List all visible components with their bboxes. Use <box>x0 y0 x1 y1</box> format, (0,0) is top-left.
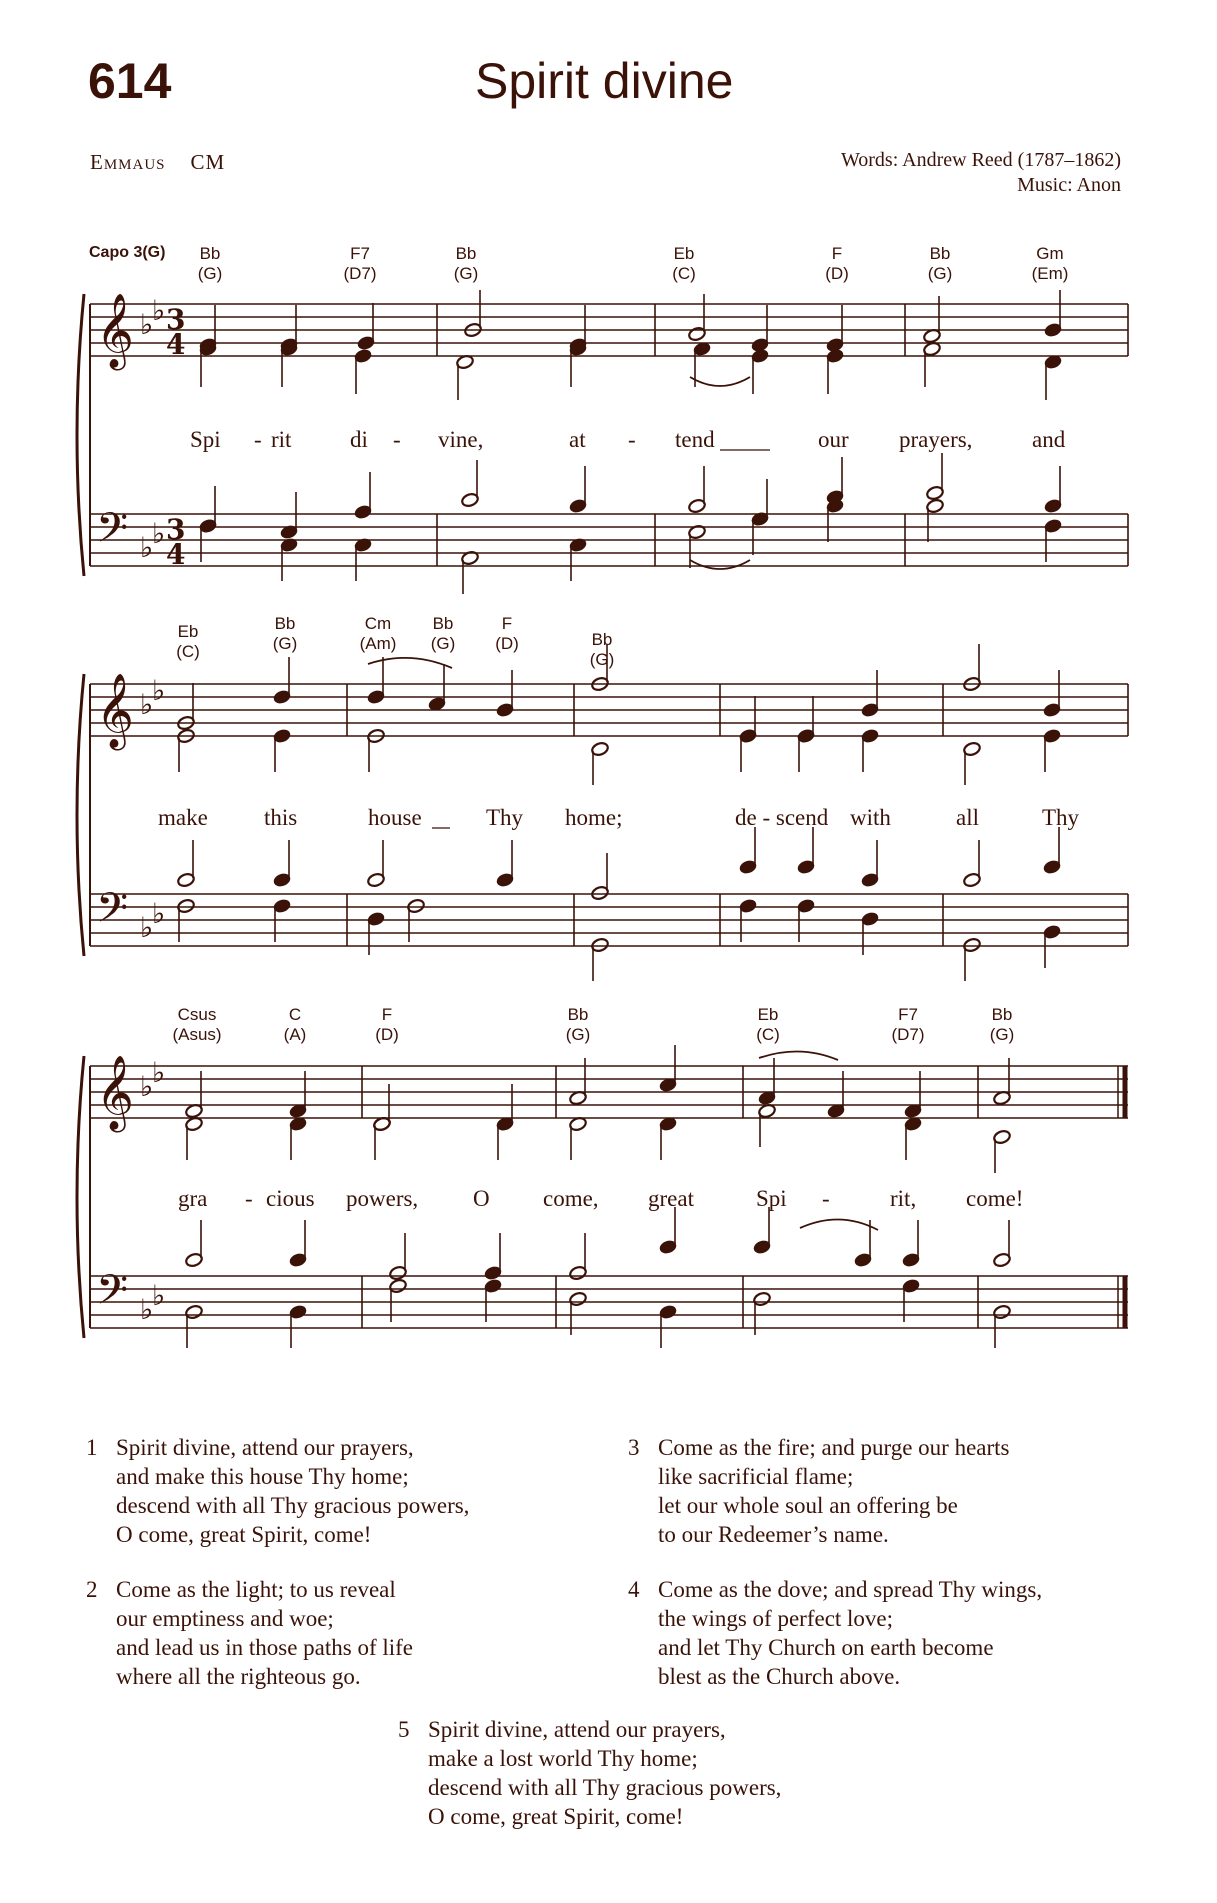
bass-clef: 𝄢 <box>96 504 129 562</box>
music-credit: Music: Anon <box>1017 174 1121 196</box>
hymn-number: 614 <box>88 53 172 109</box>
lyric-syllable: vine, <box>438 427 484 452</box>
lyric-syllable: rit <box>271 427 292 452</box>
verse-line: and let Thy Church on earth become <box>658 1635 994 1660</box>
lyric-syllable: - <box>628 427 636 452</box>
lyric-syllable: Thy <box>1042 805 1080 830</box>
lyric-syllable: prayers, <box>899 427 973 452</box>
verse-2 <box>86 1575 414 1691</box>
chord: Gm (Em) <box>1031 244 1069 283</box>
brace <box>77 1056 84 1338</box>
verse-line: let our whole soul an offering be <box>658 1493 958 1518</box>
chord: Csus (Asus) <box>172 1005 222 1044</box>
verse-line: to our Redeemer’s name. <box>658 1522 889 1547</box>
time-signature: 4 <box>166 538 186 571</box>
chord: Eb (C) <box>176 622 200 661</box>
verse-line: and lead us in those paths of life <box>116 1635 414 1660</box>
verse-line: Come as the light; to us reveal <box>116 1577 396 1602</box>
lyric-syllable: come, <box>543 1186 599 1211</box>
tune-name: Emmaus <box>90 150 166 174</box>
chord: F7 (D7) <box>891 1005 925 1044</box>
lyric-syllable: great <box>648 1186 694 1211</box>
chord: Cm (Am) <box>359 614 397 653</box>
verse-line: Come as the dove; and spread Thy wings, <box>658 1577 1043 1602</box>
chord: Eb (C) <box>672 244 696 283</box>
lyric-syllable: Spi <box>190 427 221 452</box>
verse-number: 1 <box>86 1435 98 1460</box>
chord: Bb (G) <box>197 244 223 283</box>
flat-sign: ♭ <box>152 1279 166 1312</box>
lyric-syllable: at <box>569 427 586 452</box>
flat-sign: ♭ <box>152 1056 166 1089</box>
flat-sign: ♭ <box>140 911 154 944</box>
verse-line: the wings of perfect love; <box>658 1606 894 1631</box>
flat-sign: ♭ <box>152 674 166 707</box>
flat-sign: ♭ <box>140 308 154 341</box>
lyric-syllable: - <box>393 427 401 452</box>
chord: F (D) <box>375 1005 399 1044</box>
lyric-syllable: our <box>818 427 849 452</box>
chord: F7 (D7) <box>343 244 377 283</box>
chord: Bb (G) <box>589 630 615 669</box>
verse-5 <box>398 1715 782 1831</box>
lyric-syllable: all <box>956 805 979 830</box>
lyric-syllable: make <box>158 805 208 830</box>
bass-clef: 𝄢 <box>96 884 129 942</box>
chord: Bb (G) <box>272 614 298 653</box>
slur <box>800 1219 878 1230</box>
chord: F (D) <box>825 244 849 283</box>
bass-clef: 𝄢 <box>96 1266 129 1324</box>
verse-line: Come as the fire; and purge our hearts <box>658 1435 1010 1460</box>
brace <box>77 294 84 576</box>
lyric-syllable: rit, <box>890 1186 917 1211</box>
verse-4 <box>628 1575 1043 1691</box>
lyric-syllable: - <box>822 1186 830 1211</box>
lyric-syllable: Spi <box>756 1186 787 1211</box>
chord: C (A) <box>283 1005 307 1044</box>
verse-3 <box>628 1433 1010 1549</box>
chord: Bb (G) <box>430 614 456 653</box>
flat-sign: ♭ <box>152 294 166 327</box>
lyric-syllable: gra <box>178 1186 208 1211</box>
chord: Bb (G) <box>989 1005 1015 1044</box>
hymn-title: Spirit divine <box>475 53 734 109</box>
lyric-syllable: and <box>1032 427 1066 452</box>
verse-line: make a lost world Thy home; <box>428 1746 698 1771</box>
slur <box>690 560 750 569</box>
verse-line: O come, great Spirit, come! <box>428 1804 684 1829</box>
lyric-syllable: de - scend <box>735 805 829 830</box>
treble-clef: 𝄞 <box>96 294 134 368</box>
capo-label: Capo 3(G) <box>89 244 166 261</box>
lyric-syllable: - <box>245 1186 253 1211</box>
flat-sign: ♭ <box>140 1293 154 1326</box>
verse-number: 3 <box>628 1435 640 1460</box>
verse-line: and make this house Thy home; <box>116 1464 409 1489</box>
verse-line: like sacrificial flame; <box>658 1464 854 1489</box>
verse-line: O come, great Spirit, come! <box>116 1522 372 1547</box>
chord: Eb (C) <box>756 1005 780 1044</box>
lyric-syllable: with <box>850 805 891 830</box>
lyric-syllable: di <box>350 427 368 452</box>
verse-line: our emptiness and woe; <box>116 1606 334 1631</box>
brace <box>77 674 84 956</box>
treble-clef: 𝄞 <box>96 674 134 748</box>
chord: Bb (G) <box>453 244 479 283</box>
verse-line: Spirit divine, attend our prayers, <box>428 1717 726 1742</box>
time-signature: 3 <box>166 513 186 546</box>
treble-clef: 𝄞 <box>96 1056 134 1130</box>
slur <box>368 658 452 668</box>
flat-sign: ♭ <box>152 897 166 930</box>
flat-sign: ♭ <box>140 688 154 721</box>
verse-line: descend with all Thy gracious powers, <box>428 1775 782 1800</box>
verse-line: blest as the Church above. <box>658 1664 901 1689</box>
flat-sign: ♭ <box>140 531 154 564</box>
chord: Bb (G) <box>927 244 953 283</box>
meter: CM <box>190 150 226 174</box>
lyric-syllable: - <box>254 427 262 452</box>
lyric-syllable: tend <box>675 427 715 452</box>
slur <box>690 377 750 386</box>
verse-line: descend with all Thy gracious powers, <box>116 1493 470 1518</box>
verse-number: 5 <box>398 1717 410 1742</box>
verse-1 <box>86 1433 470 1549</box>
lyric-syllable: come! <box>966 1186 1024 1211</box>
lyric-syllable: Thy <box>486 805 524 830</box>
lyric-syllable: cious <box>266 1186 315 1211</box>
chord: F (D) <box>495 614 519 653</box>
flat-sign: ♭ <box>140 1070 154 1103</box>
lyric-syllable: home; <box>565 805 623 830</box>
slur <box>759 1051 838 1060</box>
flat-sign: ♭ <box>152 517 166 550</box>
verse-line: Spirit divine, attend our prayers, <box>116 1435 414 1460</box>
lyric-syllable: house <box>368 805 422 830</box>
lyric-syllable: this <box>264 805 298 830</box>
verse-number: 4 <box>628 1577 640 1602</box>
time-signature: 4 <box>166 328 186 361</box>
chord: Bb (G) <box>565 1005 591 1044</box>
verse-number: 2 <box>86 1577 98 1602</box>
lyric-syllable: powers, <box>346 1186 419 1211</box>
words-credit: Words: Andrew Reed (1787–1862) <box>840 149 1121 171</box>
lyric-syllable: O <box>473 1186 490 1211</box>
verse-line: where all the righteous go. <box>116 1664 361 1689</box>
time-signature: 3 <box>166 303 186 336</box>
